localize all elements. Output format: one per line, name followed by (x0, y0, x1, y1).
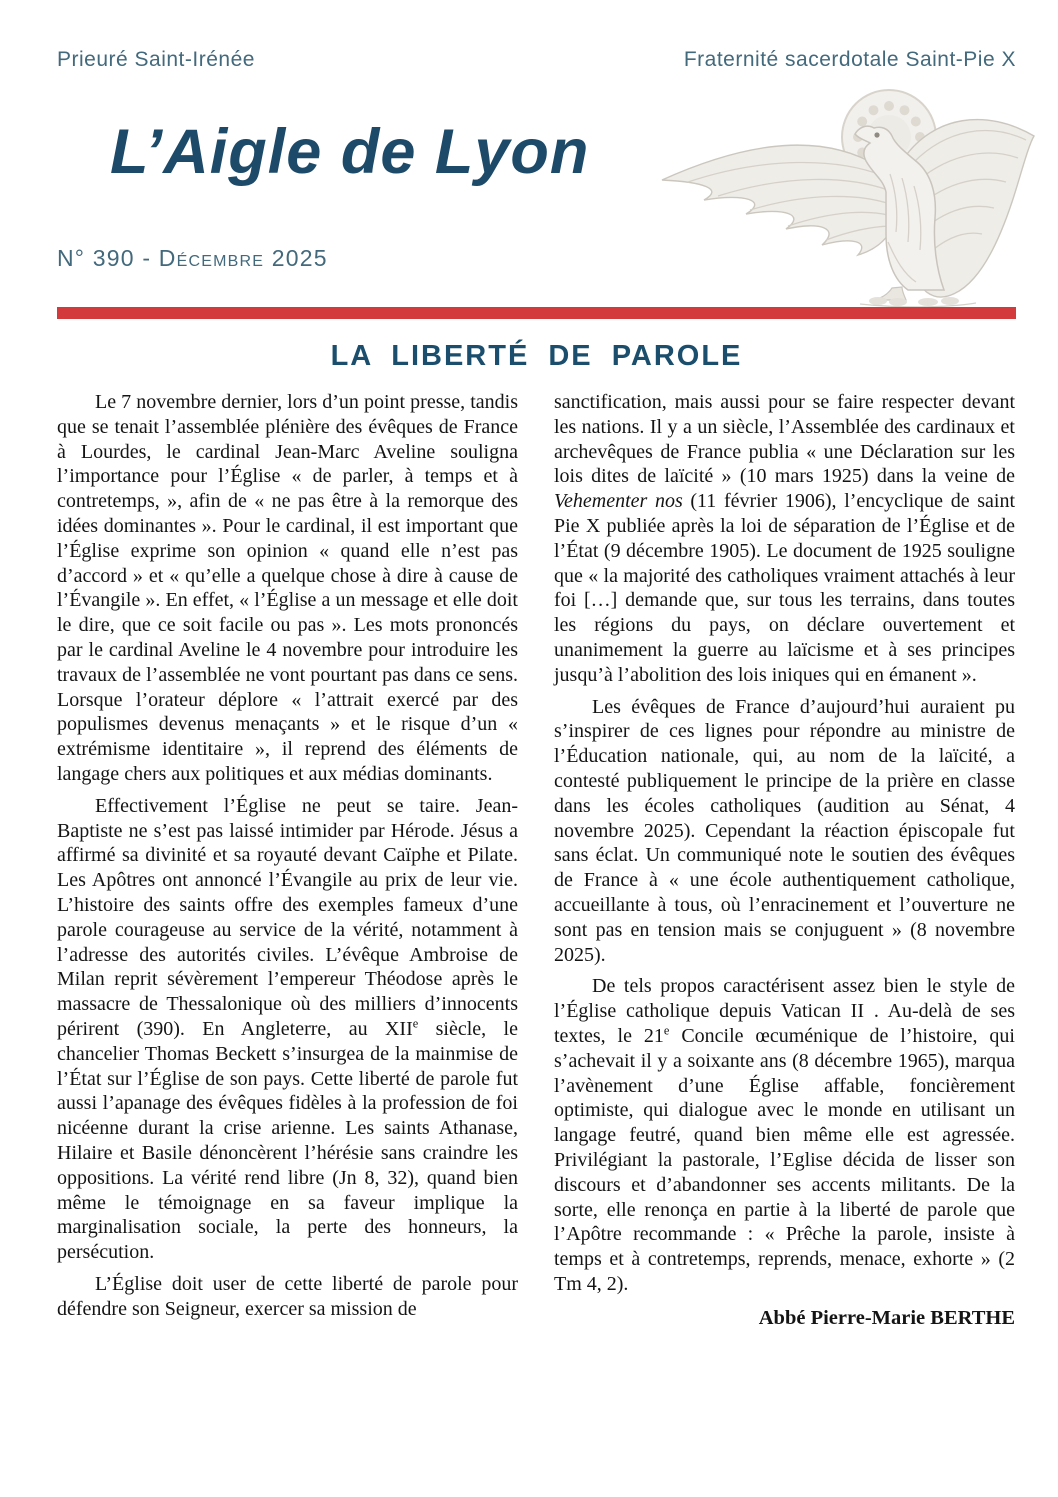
paragraph: De tels propos caractérisent assez bien le style de l’Église catholique depuis Vatican II . Au-delà de ses textes, le 21e Concile œcuménique de l’histoire, qui s’achevait il y a soixante ans (8 décembre 1965), marqua l’avènement d’une Église affable, foncièrement optimiste, qui dialogue avec le monde en utilisant un langage feutré, quand bien même elle est agressée. Privilégiant la pastorale, l’Eglise décida de lisser son discours et d’abandonner ses accents militants. De la sorte, elle renonça en partie à la liberté de parole que l’Apôtre recommande : « Prêche la parole, insiste à temps et à contretemps, reprends, menace, exhorte » (2 Tm 4, 2). (554, 975, 1015, 1295)
left-column (57, 390, 518, 1330)
issue-number: N° 390 - Décembre 2025 (57, 245, 328, 271)
article-body (57, 390, 1016, 1330)
left-wing (662, 145, 896, 255)
paragraph: Les évêques de France d’aujourd’hui auraient pu s’inspirer de ces lignes pour répondre au ministre de l’Éducation nationale, qui, au nom de la laïcité, a contesté publiquement le principe de la prière en classe dans les écoles catholiques (audition au Sénat, 4 novembre 2025). Cependant la réaction épiscopale fut sans éclat. Un communiqué note le soutien des évêques de France à « une école authentiquement catholique, accueillante à tous, où l’enracinement et l’ouverture ne sont pas en tension mais se conjuguent » (8 novembre 2025). (554, 695, 1015, 966)
author-signature: Abbé Pierre-Marie BERTHE (758, 1306, 1015, 1329)
right-column (554, 390, 1015, 1330)
right-column-paragraphs (554, 390, 1015, 1297)
paragraph: L’Église doit user de cette liberté de parole pour défendre son Seigneur, exercer sa mission de (57, 1272, 518, 1320)
red-divider-bar (57, 307, 1016, 319)
header-left-text: Prieuré Saint-Irénée (57, 48, 255, 71)
header-right-text: Fraternité sacerdotale Saint-Pie X (683, 48, 1016, 71)
paragraph: sanctification, mais aussi pour se faire respecter devant les nations. Il y a un siècle, l’Assemblée des cardinaux et archevêques de France publia « une Déclaration sur les lois dites de laïcité » (10 mars 1925) dans la veine de Vehementer nos (11 février 1906), l’encyclique de saint Pie X publiée après la loi de séparation de l’Église et de l’État (9 décembre 1905). Le document de 1925 souligne que « la majorité des catholiques vraiment attachés à leur foi […] demande que, sur tous les terrains, dans toutes les régions du pays, on déclare ouvertement et unanimement la guerre au laïcisme et à ses principes jusqu’à l’abolition des lois iniques qui en émanent ». (554, 391, 1016, 686)
page-header (57, 48, 1016, 72)
stone-eagle-halo-image (646, 82, 1038, 308)
newsletter-title: L’Aigle de Lyon (110, 117, 590, 187)
paragraph: Le 7 novembre dernier, lors d’un point presse, tandis que se tenait l’assemblée plénière des évêques de France à Lourdes, le cardinal Jean-Marc Aveline souligna l’importance pour l’Église « de parler, à temps et à contretemps, », afin de « ne pas être à la remorque des idées dominantes ». Pour le cardinal, il est important que l’Église exprime son opinion « quand elle n’est pas d’accord » et « qu’elle a quelque chose à dire à cause de l’Évangile ». En effet, « l’Église a un message et elle doit le dire, que ce soit facile ou pas ». Les mots prononcés par le cardinal Aveline le 4 novembre pour introduire les travaux de l’assemblée ne vont pourtant pas dans ce sens. Lorsque l’orateur déplore « l’attrait exercé par des populismes devenus menaçants » et le risque d’un « extrémisme identitaire », il reprend des éléments de langage chers aux politiques et aux médias dominants. (57, 391, 518, 785)
article-heading: LA LIBERTÉ DE PAROLE (330, 340, 743, 372)
paragraph: Effectivement l’Église ne peut se taire. Jean-Baptiste ne s’est pas laissé intimider par Hérode. Jésus a affirmé sa divinité et sa royauté devant Caïphe et Pilate. Les Apôtres ont annoncé l’Évangile au prix de leur vie. L’histoire des saints offre des exemples fameux d’une parole courageuse au service de la vérité, notamment à l’adresse des autorités civiles. L’évêque Ambroise de Milan reprit sévèrement l’empereur Théodose après le massacre de Thessalonique où des milliers d’innocents périrent (390). En Angleterre, au XIIe siècle, le chancelier Thomas Beckett s’insurgea de la mainmise de l’État sur l’Église de son pays. Cette liberté de parole fut aussi l’apanage des évêques fidèles à la profession de foi nicéenne durant la crise arienne. Les saints Athanase, Hilaire et Basile dénoncèrent l’hérésie sans craindre les oppositions. La vérité rend libre (Jn 8, 32), quand bien même le témoignage en sa faveur implique la marginalisation sociale, la perte des honneurs, la persécution. (57, 794, 518, 1264)
